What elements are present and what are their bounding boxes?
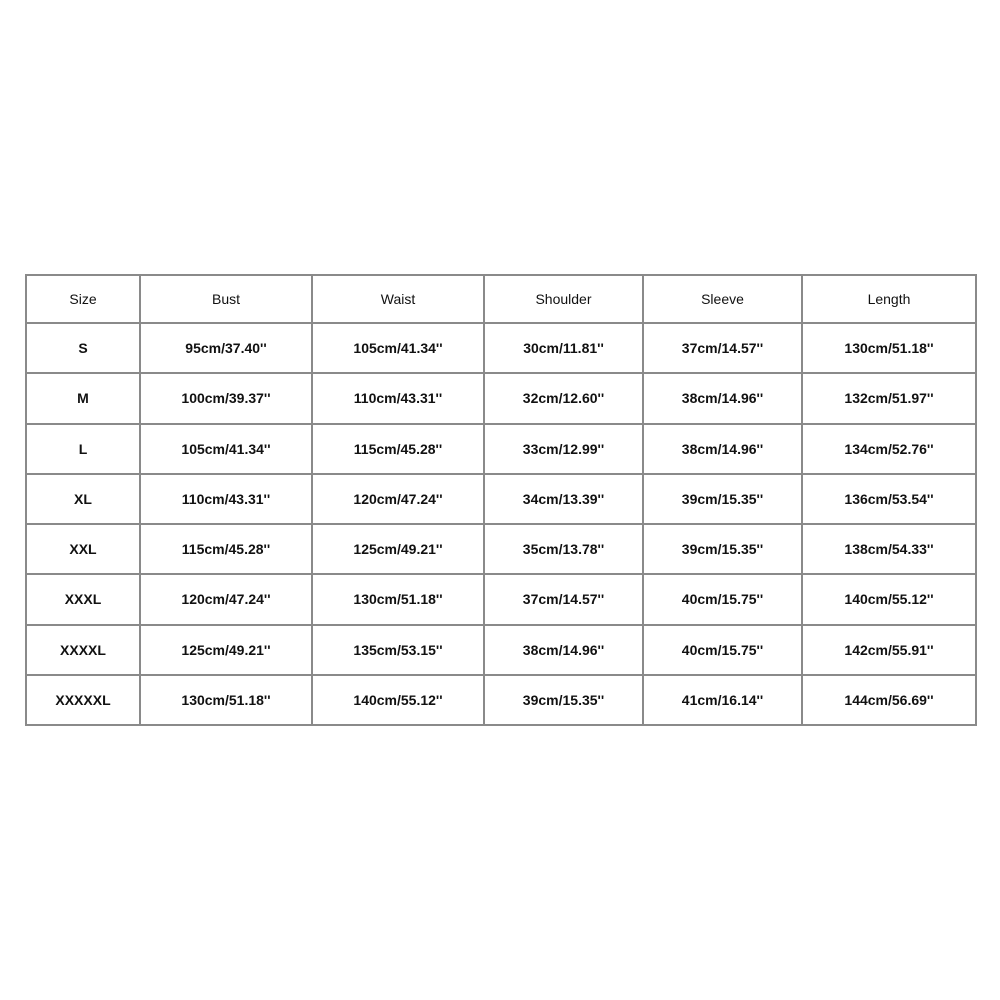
table-row <box>26 675 976 725</box>
cell-sleeve: 37cm/14.57'' <box>643 323 802 373</box>
cell-sleeve: 38cm/14.96'' <box>643 373 802 423</box>
cell-length: 138cm/54.33'' <box>802 524 976 574</box>
cell-bust: 110cm/43.31'' <box>140 474 312 524</box>
cell-waist: 115cm/45.28'' <box>312 424 484 474</box>
cell-waist: 140cm/55.12'' <box>312 675 484 725</box>
cell-waist: 105cm/41.34'' <box>312 323 484 373</box>
table-row <box>26 474 976 524</box>
table-row <box>26 625 976 675</box>
cell-sleeve: 38cm/14.96'' <box>643 424 802 474</box>
header-bust: Bust <box>140 275 312 323</box>
cell-bust: 95cm/37.40'' <box>140 323 312 373</box>
cell-length: 144cm/56.69'' <box>802 675 976 725</box>
cell-shoulder: 30cm/11.81'' <box>484 323 643 373</box>
cell-sleeve: 40cm/15.75'' <box>643 625 802 675</box>
header-size: Size <box>26 275 140 323</box>
cell-shoulder: 32cm/12.60'' <box>484 373 643 423</box>
cell-shoulder: 39cm/15.35'' <box>484 675 643 725</box>
cell-length: 142cm/55.91'' <box>802 625 976 675</box>
cell-length: 136cm/53.54'' <box>802 474 976 524</box>
table-row <box>26 373 976 423</box>
cell-shoulder: 34cm/13.39'' <box>484 474 643 524</box>
cell-waist: 120cm/47.24'' <box>312 474 484 524</box>
cell-waist: 135cm/53.15'' <box>312 625 484 675</box>
cell-size: M <box>26 373 140 423</box>
header-length: Length <box>802 275 976 323</box>
cell-sleeve: 40cm/15.75'' <box>643 574 802 624</box>
cell-sleeve: 41cm/16.14'' <box>643 675 802 725</box>
cell-size: XL <box>26 474 140 524</box>
cell-shoulder: 35cm/13.78'' <box>484 524 643 574</box>
table-row <box>26 424 976 474</box>
header-row <box>26 275 976 323</box>
table-row <box>26 574 976 624</box>
cell-bust: 130cm/51.18'' <box>140 675 312 725</box>
cell-size: XXXXL <box>26 625 140 675</box>
header-sleeve: Sleeve <box>643 275 802 323</box>
cell-length: 132cm/51.97'' <box>802 373 976 423</box>
cell-length: 134cm/52.76'' <box>802 424 976 474</box>
cell-shoulder: 38cm/14.96'' <box>484 625 643 675</box>
cell-bust: 100cm/39.37'' <box>140 373 312 423</box>
cell-waist: 130cm/51.18'' <box>312 574 484 624</box>
cell-waist: 125cm/49.21'' <box>312 524 484 574</box>
header-shoulder: Shoulder <box>484 275 643 323</box>
cell-waist: 110cm/43.31'' <box>312 373 484 423</box>
cell-length: 140cm/55.12'' <box>802 574 976 624</box>
cell-size: L <box>26 424 140 474</box>
cell-size: XXL <box>26 524 140 574</box>
cell-size: XXXXXL <box>26 675 140 725</box>
size-chart-table <box>25 274 977 726</box>
table-row <box>26 524 976 574</box>
cell-sleeve: 39cm/15.35'' <box>643 524 802 574</box>
cell-bust: 125cm/49.21'' <box>140 625 312 675</box>
cell-shoulder: 37cm/14.57'' <box>484 574 643 624</box>
header-waist: Waist <box>312 275 484 323</box>
cell-bust: 115cm/45.28'' <box>140 524 312 574</box>
cell-sleeve: 39cm/15.35'' <box>643 474 802 524</box>
cell-length: 130cm/51.18'' <box>802 323 976 373</box>
table-row <box>26 323 976 373</box>
cell-shoulder: 33cm/12.99'' <box>484 424 643 474</box>
cell-bust: 120cm/47.24'' <box>140 574 312 624</box>
cell-size: XXXL <box>26 574 140 624</box>
cell-bust: 105cm/41.34'' <box>140 424 312 474</box>
cell-size: S <box>26 323 140 373</box>
